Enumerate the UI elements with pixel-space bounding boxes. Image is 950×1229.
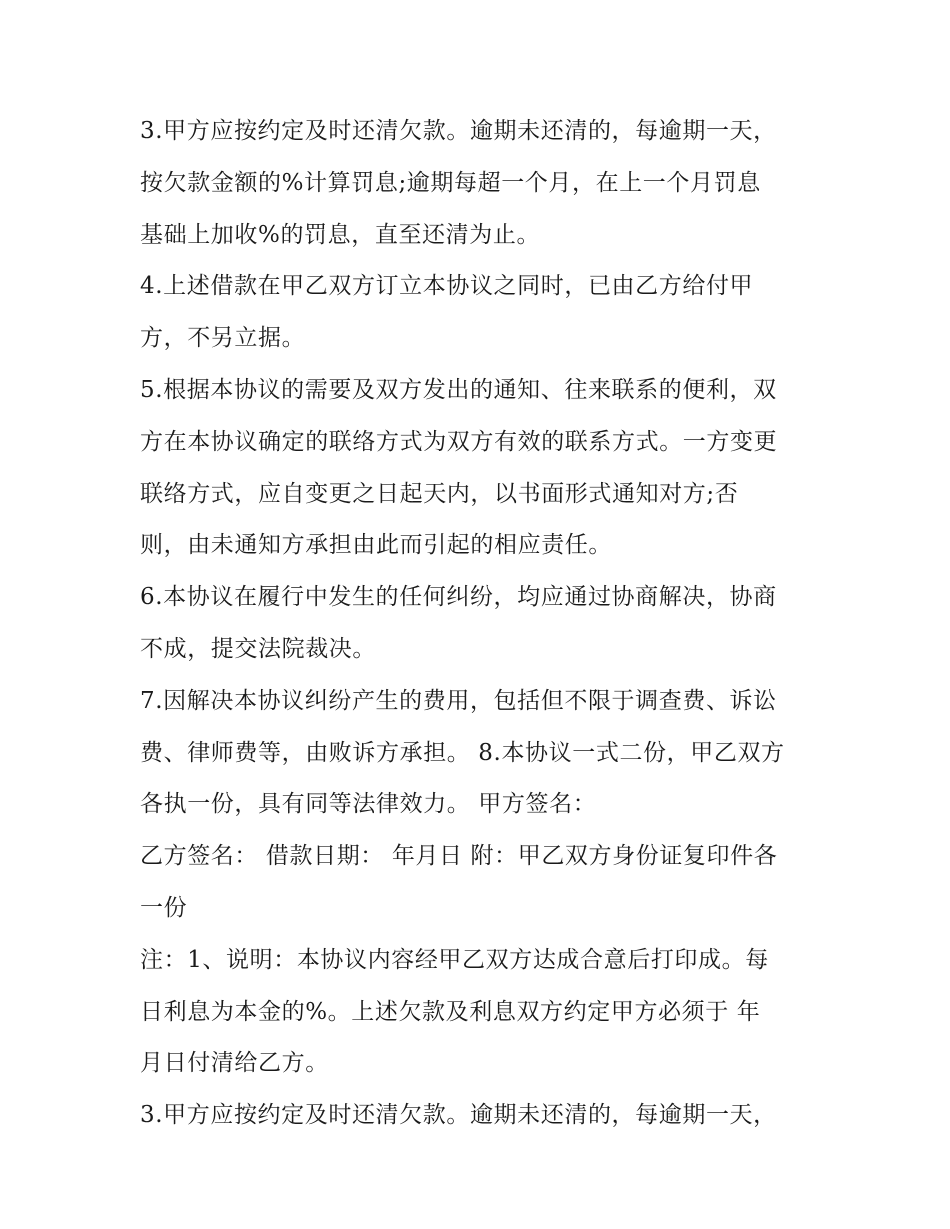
text-line: 月日付清给乙方。 [140, 1050, 329, 1077]
text-line: 各执一份，具有同等法律效力。 甲方签名： [140, 791, 597, 818]
text-line: 7.因解决本协议纠纷产生的费用，包括但不限于调查费、诉讼 [140, 687, 777, 714]
text-line: 不成，提交法院裁决。 [140, 635, 376, 662]
text-line: 6.本协议在履行中发生的任何纠纷，均应通过协商解决，协商 [140, 584, 777, 611]
text-line: 方在本协议确定的联络方式为双方有效的联系方式。一方变更 [140, 428, 778, 455]
text-line: 4.上述借款在甲乙双方订立本协议之同时，已由乙方给付甲 [140, 273, 754, 300]
document-body [140, 106, 820, 1142]
text-line: 按欠款金额的%计算罚息;逾期每超一个月，在上一个月罚息 [140, 169, 761, 196]
text-line: 方，不另立据。 [140, 325, 306, 352]
text-line: 乙方签名： 借款日期： 年月日 附：甲乙双方身份证复印件各 [140, 843, 778, 870]
text-line: 基础上加收%的罚息，直至还清为止。 [140, 221, 541, 248]
text-line: 费、律师费等，由败诉方承担。 8.本协议一式二份，甲乙双方 [140, 739, 785, 766]
text-line: 5.根据本协议的需要及双方发出的通知、往来联系的便利，双 [140, 376, 777, 403]
text-line: 3.甲方应按约定及时还清欠款。逾期未还清的，每逾期一天， [140, 118, 777, 144]
text-line: 3.甲方应按约定及时还清欠款。逾期未还清的，每逾期一天， [140, 1102, 777, 1129]
text-line: 一份 [140, 894, 188, 921]
text-line: 则，由未通知方承担由此而引起的相应责任。 [140, 532, 612, 559]
text-line: 注：1、说明：本协议内容经甲乙双方达成合意后打印成。每 [140, 946, 769, 973]
text-line: 联络方式，应自变更之日起天内，以书面形式通知对方;否 [140, 480, 739, 507]
text-line: 日利息为本金的%。上述欠款及利息双方约定甲方必须于 年 [140, 998, 761, 1025]
